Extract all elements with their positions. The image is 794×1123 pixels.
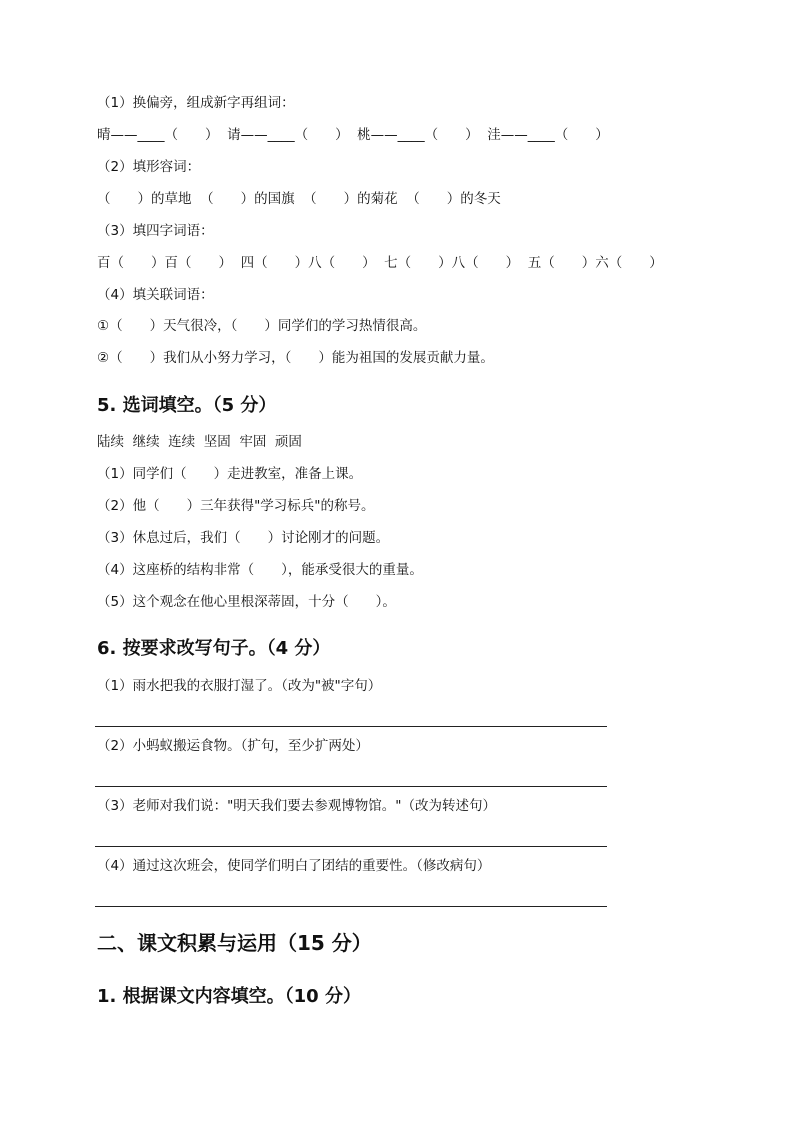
- part2-title: 二、课文积累与运用（15 分）: [97, 931, 372, 955]
- list-item: （3）老师对我们说："明天我们要去参观博物馆。"（改为转述句）: [97, 798, 497, 814]
- list-item: （5）这个观念在他心里根深蒂固，十分（ ）。: [97, 594, 396, 610]
- list-item: （4）通过这次班会，使同学们明白了团结的重要性。（修改病句）: [97, 858, 491, 874]
- q3-items: 百（ ）百（ ） 四（ ）八（ ） 七（ ）八（ ） 五（ ）六（ ）: [97, 255, 663, 271]
- answer-line: [95, 786, 607, 787]
- q4-title: （4）填关联词语：: [97, 287, 214, 303]
- answer-line: [95, 906, 607, 907]
- q1-title: （1）换偏旁，组成新字再组词：: [97, 95, 295, 111]
- list-item: （3）休息过后，我们（ ）讨论刚才的问题。: [97, 530, 390, 546]
- q4-item-1: ①（ ）天气很冷，（ ）同学们的学习热情很高。: [97, 318, 427, 334]
- list-item: （2）小蚂蚁搬运食物。（扩句，至少扩两处）: [97, 738, 369, 754]
- q2-title: （2）填形容词：: [97, 159, 201, 175]
- answer-line: [95, 846, 607, 847]
- word-bank: 陆续 继续 连续 坚固 牢固 顽固: [97, 434, 302, 450]
- list-item: （2）他（ ）三年获得"学习标兵"的称号。: [97, 498, 375, 514]
- section5-title: 5. 选词填空。（5 分）: [97, 395, 277, 416]
- part2-q1-title: 1. 根据课文内容填空。（10 分）: [97, 986, 361, 1007]
- list-item: （1）雨水把我的衣服打湿了。（改为"被"字句）: [97, 678, 382, 694]
- list-item: （1）同学们（ ）走进教室，准备上课。: [97, 466, 363, 482]
- q2-items: （ ）的草地 （ ）的国旗 （ ）的菊花 （ ）的冬天: [97, 191, 501, 207]
- section6-title: 6. 按要求改写句子。（4 分）: [97, 638, 331, 659]
- q3-title: （3）填四字词语：: [97, 223, 214, 239]
- q1-items: 晴——____（ ） 请——____（ ） 桃——____（ ） 洼——____（ ）: [97, 127, 609, 143]
- list-item: （4）这座桥的结构非常（ ），能承受很大的重量。: [97, 562, 423, 578]
- q4-item-2: ②（ ）我们从小努力学习，（ ）能为祖国的发展贡献力量。: [97, 350, 494, 366]
- answer-line: [95, 726, 607, 727]
